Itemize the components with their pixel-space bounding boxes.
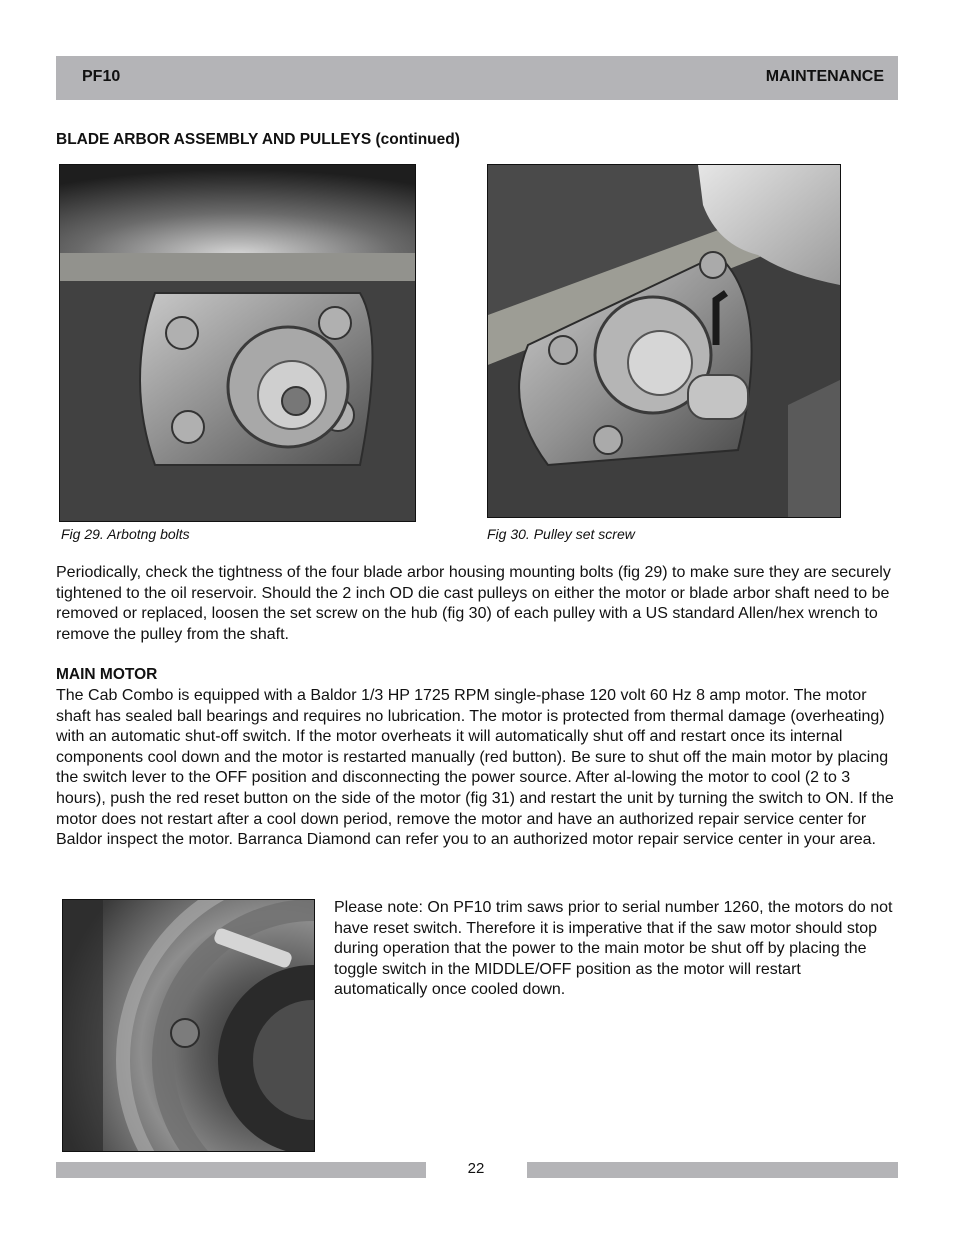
header-bar <box>56 56 898 100</box>
page-number: 22 <box>467 1160 485 1177</box>
figure-30-caption: Fig 30. Pulley set screw <box>487 526 635 542</box>
arbor-paragraph: Periodically, check the tightness of the four blade arbor housing mounting bolts (fig 29) to make sure they are securely tightened to the oil reservoir. Should the 2 inch OD die cast pulleys on either the motor or blade arbor shaft need to be removed or replaced, loosen the set screw on the hub (fig 30) of each pulley with a US standard Allen/hex wrench to remove the pulley from the shaft. <box>56 564 891 643</box>
motor-reset-button-photo <box>62 899 315 1152</box>
footer-bar-left <box>56 1162 426 1178</box>
figure-29-caption: Fig 29. Arbotng bolts <box>61 526 190 542</box>
arbor-bolts-photo <box>59 164 416 522</box>
main-motor-paragraph: The Cab Combo is equipped with a Baldor 1/3 HP 1725 RPM single-phase 120 volt 60 Hz 8 amp motor. The motor shaft has sealed ball bearings and requires no lubrication. The motor is protected from thermal damage (overheating) with an automatic shut-off switch. If the motor overheats it will automatically shut off and restart once its internal components cool down and the motor is restarted manually (red button). Be sure to shut off the main motor by placing the switch lever to the OFF position and disconnecting the power source. After al-lowing the motor to cool (2 to 3 hours), push the red reset button on the side of the motor (fig 31) and restart the unit by turning the switch to ON. If the motor does not restart after a cool down period, remove the motor and have an authorized repair service center for Baldor inspect the motor. Barranca Diamond can refer you to an authorized motor repair service center in your area. <box>56 687 894 849</box>
header-model: PF10 <box>82 68 121 85</box>
main-motor-heading: MAIN MOTOR <box>56 666 158 683</box>
note-paragraph: Please note: On PF10 trim saws prior to serial number 1260, the motors do not have reset switch. Therefore it is imperative that if the saw motor should stop during operation that the power to the main motor be shut off by placing the toggle switch in the MIDDLE/OFF position as the motor will restart automatically once cooled down. <box>334 899 893 999</box>
footer-bar-right <box>527 1162 898 1178</box>
pulley-set-screw-photo <box>487 164 841 518</box>
section-title: BLADE ARBOR ASSEMBLY AND PULLEYS (continued) <box>56 131 460 148</box>
header-section: MAINTENANCE <box>765 68 884 85</box>
